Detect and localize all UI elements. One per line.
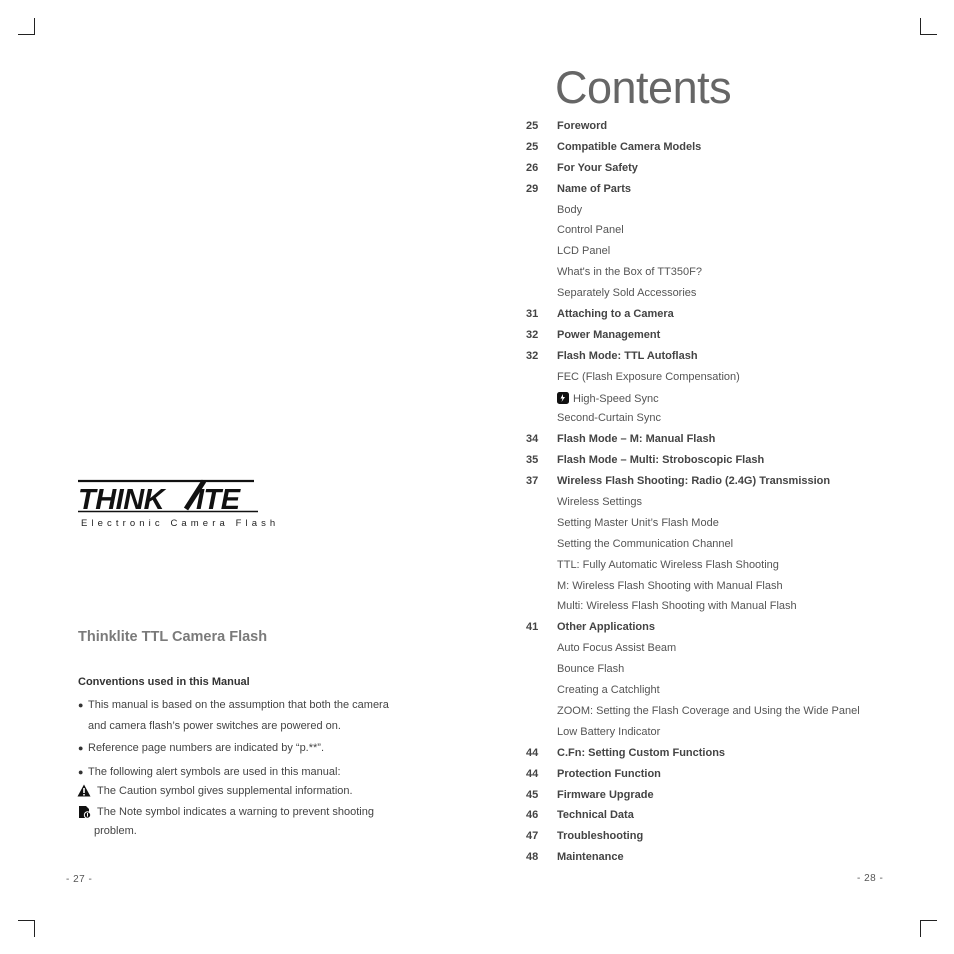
toc-page-number: 26 [526, 161, 539, 174]
toc-label [557, 830, 643, 842]
toc-entry[interactable] [0, 659, 954, 680]
toc-entry[interactable] [0, 826, 954, 847]
toc-label-text: Second-Curtain Sync [557, 412, 661, 425]
toc-label [557, 308, 674, 320]
toc-label [557, 621, 655, 633]
bullet-dot: ● [78, 743, 84, 753]
toc-label-text: LCD Panel [557, 245, 611, 258]
toc-label [557, 538, 733, 550]
toc-label [557, 183, 631, 195]
toc-entry[interactable] [0, 262, 954, 283]
toc-label-text: Troubleshooting [557, 830, 644, 843]
toc-entry[interactable] [0, 408, 954, 429]
toc-label [557, 392, 659, 405]
toc-page-number: 32 [526, 349, 539, 362]
high-speed-sync-icon [557, 392, 569, 404]
toc-entry[interactable] [0, 179, 954, 200]
toc-entry[interactable] [0, 743, 954, 764]
toc-page-number: 44 [526, 767, 539, 780]
toc-label [557, 496, 642, 508]
toc-page-number: 31 [526, 308, 539, 321]
toc-entry[interactable] [0, 576, 954, 597]
toc-label-text: Control Panel [557, 224, 624, 237]
toc-label [557, 266, 702, 278]
toc-label [557, 350, 698, 362]
toc-page-number: 47 [526, 830, 539, 843]
toc-page-number: 25 [526, 140, 539, 153]
toc-page-number: 48 [526, 851, 539, 864]
toc-label [557, 162, 638, 174]
toc-entry[interactable] [0, 555, 954, 576]
toc-entry[interactable] [0, 513, 954, 534]
note-text-line2: problem. [94, 825, 137, 837]
toc-label [557, 454, 764, 466]
toc-label-text: Auto Focus Assist Beam [557, 642, 677, 655]
toc-page-number: 32 [526, 328, 539, 341]
toc-entry[interactable] [0, 346, 954, 367]
toc-label [557, 851, 624, 863]
toc-page-number: 46 [526, 809, 539, 822]
toc-entry[interactable] [0, 764, 954, 785]
toc-entry[interactable] [0, 450, 954, 471]
toc-label-text: Wireless Settings [557, 496, 642, 509]
toc-label [557, 726, 660, 738]
crop-mark-bottom-right [920, 920, 937, 937]
toc-label [557, 475, 830, 487]
toc-page-number: 45 [526, 788, 539, 801]
toc-entry[interactable] [0, 785, 954, 806]
toc-entry[interactable] [0, 680, 954, 701]
logo-tagline: Electronic Camera Flash [81, 518, 280, 529]
toc-label [557, 580, 783, 592]
toc-page-number: 37 [526, 475, 539, 488]
toc-label [557, 809, 634, 821]
toc-label [557, 559, 779, 571]
toc-label-text: Low Battery Indicator [557, 725, 661, 738]
toc-entry[interactable] [0, 701, 954, 722]
logo-brand-text: THINK [78, 484, 165, 516]
toc-entry[interactable] [0, 367, 954, 388]
toc-label-text: Flash Mode – M: Manual Flash [557, 433, 716, 446]
toc-entry[interactable] [0, 847, 954, 868]
toc-label [557, 287, 696, 299]
toc-page-number: 29 [526, 182, 539, 195]
note-text-line1: The Note symbol indicates a warning to prevent shooting [97, 806, 374, 818]
toc-label-text: Name of Parts [557, 182, 631, 195]
toc-label-text: Maintenance [557, 851, 624, 864]
toc-label [557, 600, 797, 612]
toc-entry[interactable] [0, 116, 954, 137]
toc-entry[interactable] [0, 304, 954, 325]
toc-label-text: Separately Sold Accessories [557, 287, 697, 300]
toc-label-text: Setting Master Unit’s Flash Mode [557, 516, 719, 529]
toc-label-text: Flash Mode: TTL Autoflash [557, 349, 698, 362]
toc-entry[interactable] [0, 283, 954, 304]
toc-label-text: For Your Safety [557, 161, 638, 174]
toc-label [557, 433, 715, 445]
toc-label [557, 747, 725, 759]
bullet3: The following alert symbols are used in this manual: [88, 766, 341, 778]
page-number-right: - 28 - [857, 873, 884, 884]
toc-entry[interactable] [0, 722, 954, 743]
bullet2: Reference page numbers are indicated by “p.**”. [88, 742, 325, 754]
toc-entry[interactable] [0, 200, 954, 221]
toc-label-text: Flash Mode – Multi: Stroboscopic Flash [557, 454, 765, 467]
toc-entry[interactable] [0, 429, 954, 450]
toc-label-text: M: Wireless Flash Shooting with Manual Flash [557, 579, 783, 592]
bullet-dot: ● [78, 700, 84, 710]
toc-label [557, 245, 610, 257]
toc-label-text: C.Fn: Setting Custom Functions [557, 746, 726, 759]
conventions-heading: Conventions used in this Manual [78, 676, 250, 688]
toc-label [557, 684, 660, 696]
toc-label [557, 705, 860, 717]
toc-page-number: 41 [526, 621, 539, 634]
toc-label-text: What's in the Box of TT350F? [557, 266, 702, 279]
toc-label-text: FEC (Flash Exposure Compensation) [557, 370, 740, 383]
toc-label-text: Attaching to a Camera [557, 308, 674, 321]
toc-label [557, 371, 740, 383]
toc-label-text: Body [557, 203, 583, 216]
toc-label [557, 517, 719, 529]
toc-entry[interactable] [0, 596, 954, 617]
page-number-left: - 27 - [66, 874, 93, 885]
toc-entry[interactable] [0, 805, 954, 826]
toc-label-text: Bounce Flash [557, 663, 625, 676]
toc-label-text: Compatible Camera Models [557, 140, 702, 153]
toc-label-text: Power Management [557, 328, 661, 341]
toc-entry[interactable] [0, 617, 954, 638]
table-of-contents [0, 116, 954, 868]
crop-mark-bottom-left [18, 920, 35, 937]
toc-page-number: 34 [526, 433, 539, 446]
caution-text: The Caution symbol gives supplemental information. [97, 785, 353, 797]
toc-entry[interactable] [0, 137, 954, 158]
toc-label-text: High-Speed Sync [573, 392, 659, 405]
toc-label-text: Protection Function [557, 767, 661, 780]
manual-title: Thinklite TTL Camera Flash [78, 629, 268, 645]
toc-label [557, 141, 701, 153]
bullet1-line2: and camera flash’s power switches are powered on. [88, 720, 341, 732]
toc-label [557, 224, 624, 236]
toc-entry[interactable] [0, 638, 954, 659]
toc-label [557, 204, 582, 216]
toc-entry[interactable] [0, 158, 954, 179]
toc-label [557, 642, 676, 654]
bullet1-line1: This manual is based on the assumption that both the camera [88, 699, 389, 711]
toc-entry[interactable] [0, 471, 954, 492]
toc-label [557, 120, 607, 132]
toc-label-text: Setting the Communication Channel [557, 537, 734, 550]
toc-page-number: 44 [526, 746, 539, 759]
toc-label-text: Foreword [557, 120, 608, 132]
toc-label [557, 663, 624, 675]
toc-label [557, 789, 654, 801]
crop-mark-top-left [18, 18, 35, 35]
contents-title: Contents [555, 62, 732, 113]
toc-label-text: Other Applications [557, 621, 655, 634]
toc-entry[interactable] [0, 492, 954, 513]
svg-text:ITE: ITE [196, 484, 240, 516]
toc-label-text: Wireless Flash Shooting: Radio (2.4G) Transmission [557, 475, 831, 488]
toc-label-text: TTL: Fully Automatic Wireless Flash Shooting [557, 558, 779, 571]
toc-entry[interactable] [0, 220, 954, 241]
toc-entry[interactable] [0, 388, 954, 409]
crop-mark-top-right [920, 18, 937, 35]
toc-label-text: Creating a Catchlight [557, 684, 660, 697]
toc-label-text: ZOOM: Setting the Flash Coverage and Using the Wide Panel [557, 704, 860, 717]
toc-entry[interactable] [0, 534, 954, 555]
toc-label-text: Firmware Upgrade [557, 788, 654, 801]
toc-page-number: 25 [526, 120, 539, 132]
bullet-dot: ● [78, 767, 84, 777]
toc-label [557, 412, 661, 424]
toc-entry[interactable] [0, 325, 954, 346]
toc-entry[interactable] [0, 241, 954, 262]
toc-label [557, 329, 660, 341]
toc-label-text: Technical Data [557, 809, 634, 822]
toc-label-text: Multi: Wireless Flash Shooting with Manual Flash [557, 600, 797, 613]
toc-label [557, 768, 661, 780]
toc-page-number: 35 [526, 454, 539, 467]
